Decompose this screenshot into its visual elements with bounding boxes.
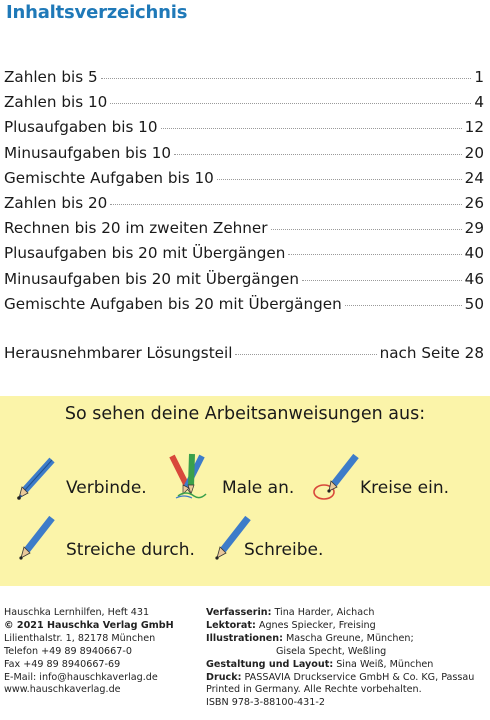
leader-dots <box>271 229 462 230</box>
toc-entry-page: 1 <box>474 68 484 86</box>
toc-entry-page: nach Seite 28 <box>379 344 484 362</box>
rights-line: Printed in Germany. Alle Rechte vorbehalten. <box>206 684 422 696</box>
leader-dots <box>235 354 376 355</box>
toc-entry-title: Rechnen bis 20 im zweiten Zehner <box>4 219 268 238</box>
website-link[interactable]: www.hauschkaverlag.de <box>4 684 121 696</box>
address-text: Lilienthalstr. 1, 82178 München <box>4 632 156 644</box>
phone-text: Telefon +49 89 8940667-0 <box>4 645 132 657</box>
toc-entry-title: Zahlen bis 5 <box>4 68 98 86</box>
toc-entry[interactable] <box>4 295 484 320</box>
instruction-color: Male an. <box>222 478 295 498</box>
toc-entry-page: 4 <box>474 93 484 112</box>
toc-entry[interactable] <box>4 244 484 269</box>
illustrations-line-2: Gisela Specht, Weßling <box>276 645 387 657</box>
pencil-circle-icon <box>310 452 362 504</box>
illustrations-line: Illustrationen: Mascha Greune, München; <box>206 632 414 644</box>
toc-entry[interactable] <box>4 118 484 143</box>
imprint-credits <box>206 607 490 710</box>
leader-dots <box>110 204 461 205</box>
pencils-color-icon <box>158 452 218 502</box>
toc-entry-title: Plusaufgaben bis 20 mit Übergängen <box>4 244 286 263</box>
toc-entry-title: Plusaufgaben bis 10 <box>4 118 158 137</box>
leader-dots <box>217 179 462 180</box>
leader-dots <box>345 305 462 306</box>
imprint-publisher <box>4 607 199 697</box>
toc-entry[interactable] <box>4 270 484 295</box>
toc-entry-title: Gemischte Aufgaben bis 20 mit Übergängen <box>4 294 342 313</box>
table-of-contents <box>4 68 484 320</box>
toc-entry-page: 24 <box>464 168 484 187</box>
leader-dots <box>161 128 462 129</box>
design-line: Gestaltung und Layout: Sina Weiß, München <box>206 658 434 670</box>
page-title: Inhaltsverzeichnis <box>6 2 188 23</box>
series-text: Hauschka Lernhilfen, Heft 431 <box>4 607 150 618</box>
copyright-text: © 2021 Hauschka Verlag GmbH <box>4 619 174 631</box>
leader-dots <box>174 154 462 155</box>
pencil-connect-icon <box>14 454 62 502</box>
toc-entry-title: Zahlen bis 10 <box>4 93 108 112</box>
toc-entry-title: Minusaufgaben bis 10 <box>4 143 172 162</box>
toc-entry[interactable] <box>4 194 484 219</box>
toc-entry-page: 12 <box>464 118 484 137</box>
editor-line: Lektorat: Agnes Spiecker, Freising <box>206 619 376 631</box>
toc-entry[interactable] <box>4 93 484 118</box>
instructions-panel <box>0 396 490 586</box>
instruction-strike: Streiche durch. <box>66 540 195 560</box>
instruction-write: Schreibe. <box>244 540 324 560</box>
toc-entry[interactable] <box>4 219 484 244</box>
isbn-line: ISBN 978-3-88100-431-2 <box>206 697 325 709</box>
email-link[interactable]: E-Mail: info@hauschkaverlag.de <box>4 671 158 683</box>
toc-entry-title: Zahlen bis 20 <box>4 193 108 212</box>
instruction-circle: Kreise ein. <box>360 478 450 498</box>
leader-dots <box>110 103 471 104</box>
toc-entry-page: 46 <box>464 269 484 288</box>
print-line: Druck: PASSAVIA Druckservice GmbH & Co. KG, Passau <box>206 671 475 683</box>
toc-entry-page: 40 <box>464 244 484 263</box>
toc-entry[interactable] <box>4 144 484 169</box>
leader-dots <box>288 254 461 255</box>
toc-entry-page: 20 <box>464 143 484 162</box>
toc-entry[interactable] <box>4 68 484 93</box>
instructions-heading: So sehen deine Arbeitsanweisungen aus: <box>64 404 426 424</box>
toc-entry-page: 29 <box>464 219 484 238</box>
author-line: Verfasserin: Tina Harder, Aichach <box>206 607 375 618</box>
toc-entry-title: Minusaufgaben bis 20 mit Übergängen <box>4 269 299 288</box>
toc-entry-page: 26 <box>464 193 484 212</box>
toc-entry-page: 50 <box>464 294 484 313</box>
leader-dots <box>302 280 462 281</box>
pencil-strike-icon <box>14 514 62 564</box>
fax-text: Fax +49 89 8940667-69 <box>4 658 121 670</box>
toc-entry-title: Herausnehmbarer Lösungsteil <box>4 344 233 362</box>
toc-entry-title: Gemischte Aufgaben bis 10 <box>4 168 214 187</box>
instruction-connect: Verbinde. <box>66 478 147 498</box>
toc-solutions-entry[interactable] <box>4 344 484 369</box>
toc-entry[interactable] <box>4 169 484 194</box>
leader-dots <box>101 78 472 79</box>
